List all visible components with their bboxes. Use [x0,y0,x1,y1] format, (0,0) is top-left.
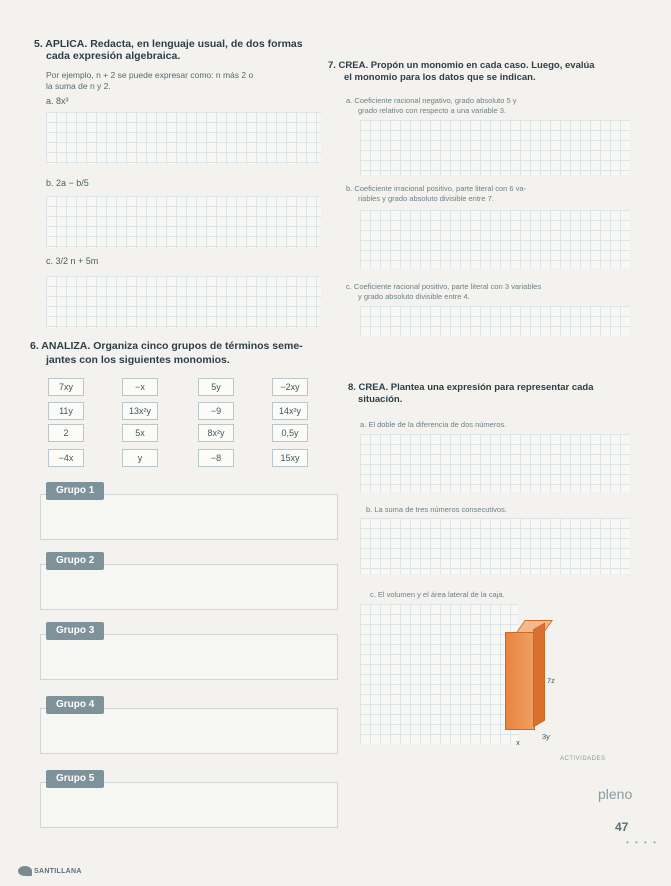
monomial-term: 14x²y [272,402,308,420]
ex5-heading: 5. APLICA. Redacta, en lenguaje usual, de dos formas [34,38,303,50]
monomial-term: 5x [122,424,158,442]
box-height-label: 7z [547,676,555,685]
monomial-term: 8x²y [198,424,234,442]
group-answer-box[interactable] [40,494,338,540]
monomial-term: −9 [198,402,234,420]
monomial-term: y [122,449,158,467]
ex5-heading-line2: cada expresión algebraica. [46,50,181,62]
activities-stamp: ACTIVIDADES [560,756,606,762]
ex7-heading: 7. CREA. Propón un monomio en cada caso. Luego, evalúa [328,60,595,71]
group-answer-box[interactable] [40,708,338,754]
page-number: 47 [615,820,629,834]
ex7-item-a-line2: grado relativo con respecto a una variable 3. [358,106,507,115]
ex7-item-a: a. Coeficiente racional negativo, grado absoluto 5 y [346,96,517,105]
ex7-heading-line2: el monomio para los datos que se indican. [344,72,536,83]
ex8-answer-grid-a[interactable] [360,434,630,492]
ex7-item-c-line2: y grado absoluto divisible entre 4. [358,292,470,301]
santillana-logo-icon [18,866,32,876]
ex5-example: Por ejemplo, n + 2 se puede expresar como: n más 2 o [46,70,254,80]
ex5-answer-grid-b[interactable] [46,196,321,248]
group-answer-box[interactable] [40,564,338,610]
ex5-answer-grid-a[interactable] [46,112,321,164]
monomial-term: 11y [48,402,84,420]
pleno-logo: pleno [598,786,633,802]
ex5-answer-grid-c[interactable] [46,276,321,328]
dots-decoration: • • • • [626,838,658,847]
group-label: Grupo 1 [46,482,104,500]
monomial-term: −x [122,378,158,396]
ex8-answer-grid-b[interactable] [360,518,630,574]
ex8-heading: 8. CREA. Plantea una expresión para representar cada [348,382,594,393]
box-width-label: x [516,738,520,747]
monomial-term: −2xy [272,378,308,396]
ex5-item-c: c. 3/2 n + 5m [46,256,99,266]
group-label: Grupo 3 [46,622,104,640]
box-side-face [533,623,545,728]
box-front-face [505,632,535,730]
group-answer-box[interactable] [40,782,338,828]
ex5-item-b: b. 2a − b/5 [46,178,89,188]
box-depth-label: 3y [542,732,550,741]
ex6-heading-line2: jantes con los siguientes monomios. [46,354,230,366]
ex8-item-b: b. La suma de tres números consecutivos. [366,505,507,514]
ex5-example-line2: la suma de n y 2. [46,81,111,91]
publisher-name: SANTILLANA [34,868,82,875]
monomial-term: 13x²y [122,402,158,420]
ex7-item-c: c. Coeficiente racional positivo, parte literal con 3 variables [346,282,542,291]
ex7-answer-grid-b[interactable] [360,210,630,268]
monomial-term: 2 [48,424,84,442]
group-label: Grupo 4 [46,696,104,714]
ex8-answer-grid-c[interactable] [360,604,518,744]
monomial-term: −4x [48,449,84,467]
monomial-term: −8 [198,449,234,467]
ex7-answer-grid-a[interactable] [360,120,630,175]
ex8-heading-line2: situación. [358,394,403,405]
ex7-answer-grid-c[interactable] [360,306,630,336]
group-answer-box[interactable] [40,634,338,680]
monomial-term: 15xy [272,449,308,467]
ex5-item-a: a. 8x³ [46,96,69,106]
monomial-term: 5y [198,378,234,396]
group-label: Grupo 5 [46,770,104,788]
ex7-item-b: b. Coeficiente irracional positivo, parte literal con 6 va- [346,184,527,193]
monomial-term: 0,5y [272,424,308,442]
ex8-item-a: a. El doble de la diferencia de dos números. [360,420,507,429]
ex6-heading: 6. ANALIZA. Organiza cinco grupos de términos seme- [30,340,303,352]
monomial-term: 7xy [48,378,84,396]
ex7-item-b-line2: riables y grado absoluto divisible entre 7. [358,194,494,203]
ex8-item-c: c. El volumen y el área lateral de la caja. [370,590,505,599]
group-label: Grupo 2 [46,552,104,570]
